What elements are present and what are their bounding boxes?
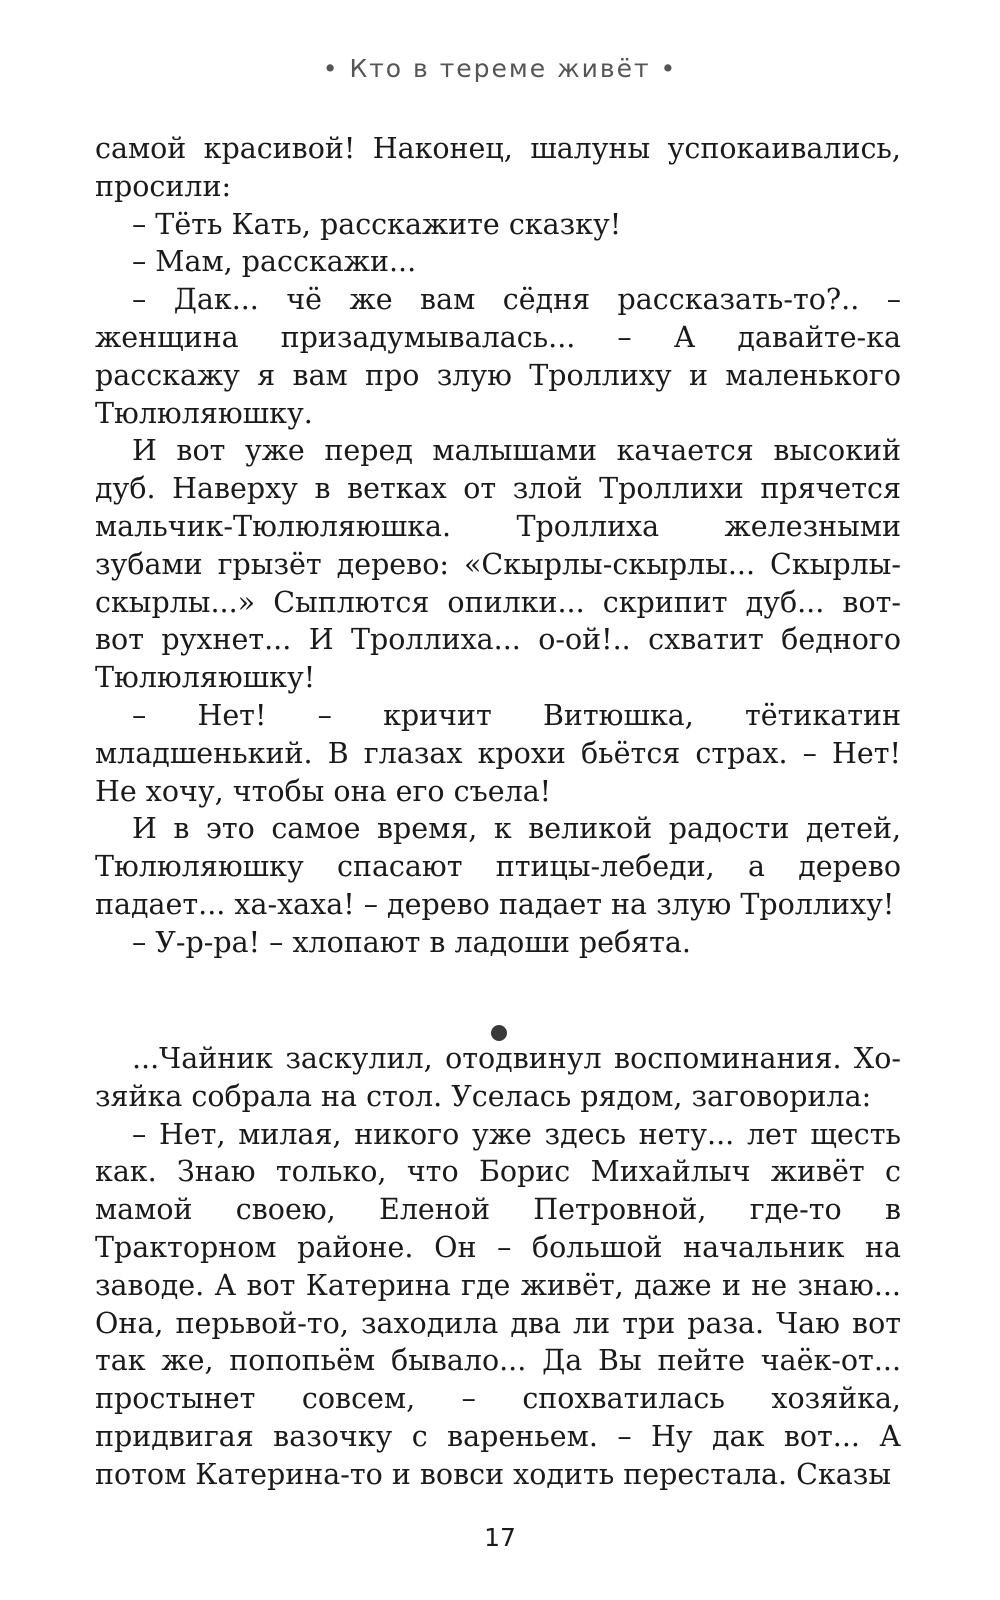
paragraph: – У-р-ра! – хлопают в ладоши ребята. — [132, 925, 691, 959]
paragraph: ...Чайник заскулил, отодвинул воспоминания. Хозяйка собрала на стол. Уселась рядом, заговорила: — [95, 1042, 901, 1113]
paragraph: – Тёть Кать, расскажите сказку! — [132, 207, 622, 241]
running-head: • Кто в тереме живёт • — [322, 54, 678, 83]
paragraph: – Дак... чё же вам сёдня рассказать-то?.. – женщина призадумывалась... – А давайте-ка расскажу я вам про злую Троллиху и маленького Тюлюляюшку. — [95, 283, 901, 430]
paragraph: – Нет! – кричит Витюшка, тётикатин младшенький. В глазах крохи бьётся страх. – Нет! Не хочу, чтобы она его съела! — [95, 698, 901, 808]
section-separator-dot — [491, 1025, 507, 1041]
paragraph: самой красивой! Наконец, шалуны успокаивались, просили: — [95, 132, 901, 203]
paragraph: И вот уже перед малышами качается высокий дуб. Наверху в ветках от злой Троллихи прячется мальчик-Тюлюляюшка. Троллиха железными зубами грызёт дерево: «Скырлы-скырлы... Скырлы-скырлы...» Сыплются опилки... скрипит дуб... вот-вот рухнет... И Троллиха... о-ой!.. схватит бедного Тюлюляюшку! — [95, 434, 901, 695]
paragraph: И в это самое время, к великой радости детей, Тюлюляюшку спасают птицы-лебеди, а дерево падает... ха-хаха! – дерево падает на злую Троллиху! — [95, 812, 901, 921]
text-block-top — [95, 130, 901, 962]
page-number: 17 — [484, 1523, 516, 1552]
paragraph: – Мам, расскажи... — [132, 245, 417, 279]
paragraph: – Нет, милая, никого уже здесь нету... лет щесть как. Знаю только, что Борис Михайлыч живёт с мамой своею, Еленой Петровной, где-то в Тракторном районе. Он – большой начальник на заводе. А вот Катерина где живёт, даже и не знаю... Она, перьвой-то, заходила два ли три раза. Чаю вот так же, попопьём бывало... Да Вы пейте чаёк-от... простынет совсем, – спохватилась хозяйка, придвигая вазочку с вареньем. – Ну дак вот... А потом Катерина-то и вовси ходить перестала. Сказы — [95, 1117, 901, 1491]
text-block-bottom — [95, 1040, 901, 1494]
